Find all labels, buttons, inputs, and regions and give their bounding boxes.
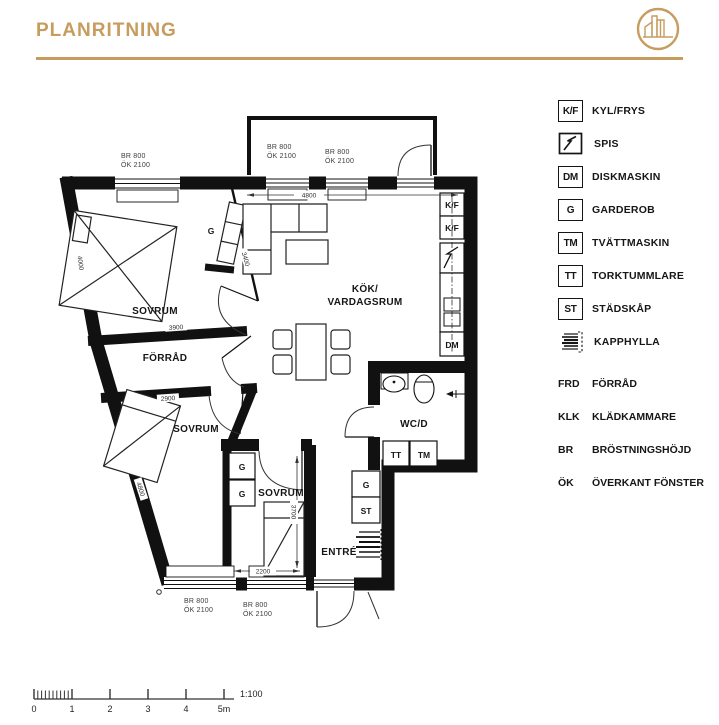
scale-major-ticks — [34, 689, 224, 699]
scale-tick-label: 0 — [31, 704, 37, 714]
scale-ratio: 1:100 — [240, 689, 263, 699]
spis-icon — [558, 132, 585, 156]
scale-tick-label: 1 — [69, 704, 75, 714]
svg-text:2200: 2200 — [255, 568, 271, 576]
chair-icon — [273, 330, 292, 349]
door-wc — [345, 407, 374, 437]
fixture-label-g: G — [238, 462, 246, 472]
fixture-label-g: G — [238, 489, 246, 499]
fixture-label-kf: K/F — [445, 200, 459, 210]
kapphylla-icon — [558, 330, 585, 354]
svg-text:ÖK 2100: ÖK 2100 — [243, 611, 273, 618]
svg-text:BR 800: BR 800 — [121, 153, 146, 160]
svg-text:3400: 3400 — [239, 251, 251, 268]
fixture-label-tt: TT — [390, 450, 402, 460]
window-label — [121, 153, 150, 169]
sink-icon — [383, 376, 405, 392]
sovrum3-closets — [229, 453, 255, 506]
dining-table-icon — [273, 324, 350, 380]
fixture-label-tm: TM — [417, 450, 431, 460]
chair-icon — [273, 355, 292, 374]
svg-text:BR 800: BR 800 — [243, 602, 268, 609]
window-label — [184, 598, 213, 614]
legend-row-spis: SPIS — [558, 133, 719, 155]
fixture-label-dm: DM — [445, 340, 459, 350]
scale-minor-ticks — [38, 691, 68, 700]
room-label-kok-line2: VARDAGSRUM — [327, 297, 403, 308]
symbol-tm: TM — [558, 232, 583, 254]
window — [164, 566, 236, 591]
room-label-sovrum-3: SOVRUM — [258, 488, 304, 499]
room-label-wcd: WC/D — [400, 419, 428, 430]
scale-tick-label: 3 — [145, 704, 151, 714]
window — [326, 175, 368, 200]
room-label-sovrum-2: SOVRUM — [173, 424, 219, 435]
door-sovrum3 — [259, 451, 302, 490]
legend-row-kylfrys: K/F KYL/FRYS — [558, 100, 719, 122]
legend-abbreviations — [558, 374, 719, 493]
building-logo — [632, 4, 684, 56]
legend-row-br: BR BRÖSTNINGSHÖJD — [558, 444, 692, 456]
room-label-entre: ENTRÉ — [321, 547, 357, 558]
window-label — [243, 602, 272, 618]
door-forrad — [222, 336, 251, 387]
fixture-label-kf: K/F — [445, 223, 459, 233]
survey-point — [157, 590, 162, 595]
window — [115, 175, 180, 202]
window-label — [267, 144, 296, 160]
legend-row-stadskap: ST STÄDSKÅP — [558, 298, 719, 320]
symbol-kf: K/F — [558, 100, 583, 122]
scale-tick-label: 5m — [217, 704, 231, 714]
coffee-table-icon — [286, 240, 328, 264]
symbol-tt: TT — [558, 265, 583, 287]
svg-text:BR 800: BR 800 — [325, 149, 350, 156]
fixture-label-g: G — [362, 480, 370, 490]
chair-icon — [331, 355, 350, 374]
svg-text:ÖK 2100: ÖK 2100 — [121, 162, 151, 169]
room-label-sovrum-1: SOVRUM — [132, 306, 178, 317]
svg-text:ÖK 2100: ÖK 2100 — [267, 153, 297, 160]
legend-row-torktummlare: TT TORKTUMMLARE — [558, 265, 719, 287]
toilet-icon — [414, 375, 434, 403]
legend-row-klk: KLK KLÄDKAMMARE — [558, 411, 676, 423]
window-label — [325, 149, 354, 165]
fixture-label-st: ST — [360, 506, 372, 516]
kapphylla-plan-icon — [356, 529, 381, 560]
legend-row-garderob: G GARDEROB — [558, 199, 719, 221]
chair-icon — [331, 330, 350, 349]
legend-row-frd: FRD FÖRRÅD — [558, 378, 637, 390]
dimension-forrad-bottom — [157, 393, 180, 403]
symbol-dm: DM — [558, 166, 583, 188]
room-label-kok-line1: KÖK/ — [351, 284, 379, 295]
fixture-label-g: G — [207, 226, 215, 236]
symbol-g: G — [558, 199, 583, 221]
legend — [558, 100, 719, 506]
symbol-st: ST — [558, 298, 583, 320]
legend-row-ok: ÖK ÖVERKANT FÖNSTER — [558, 477, 705, 489]
kitchen-units — [440, 193, 464, 356]
building-icon — [643, 16, 673, 37]
svg-text:3700: 3700 — [289, 504, 297, 520]
balcony-door — [397, 145, 434, 190]
svg-text:BR 800: BR 800 — [267, 144, 292, 151]
scale-tick-label: 2 — [107, 704, 113, 714]
faucet-dot — [393, 381, 396, 384]
svg-text:4800: 4800 — [134, 481, 146, 498]
svg-text:ÖK 2100: ÖK 2100 — [325, 158, 355, 165]
room-label-forrad: FÖRRÅD — [142, 353, 188, 364]
svg-text:4800: 4800 — [301, 192, 317, 200]
legend-row-diskmaskin: DM DISKMASKIN — [558, 166, 719, 188]
legend-row-tvattmaskin: TM TVÄTTMASKIN — [558, 232, 719, 254]
scale-tick-label: 4 — [183, 704, 189, 714]
svg-text:2900: 2900 — [160, 395, 176, 403]
legend-row-kapphylla: KAPPHYLLA — [558, 331, 719, 353]
page-title: PLANRITNING — [36, 20, 177, 41]
scale-bar — [20, 672, 300, 720]
bed-icon — [59, 210, 177, 321]
svg-text:3900: 3900 — [168, 324, 184, 332]
svg-text:4000: 4000 — [75, 255, 85, 271]
svg-text:ÖK 2100: ÖK 2100 — [184, 607, 214, 614]
svg-text:BR 800: BR 800 — [184, 598, 209, 605]
